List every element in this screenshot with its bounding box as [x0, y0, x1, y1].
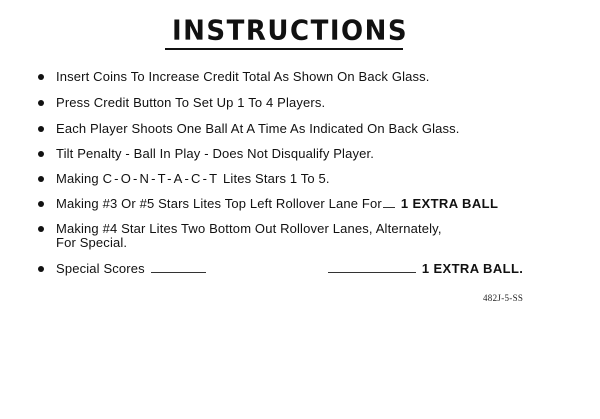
reward-text: 1 EXTRA BALL.: [421, 261, 524, 276]
item-text: Tilt Penalty - Ball In Play - Does Not Disqualify Player.: [56, 146, 375, 161]
item-text-line-2: For Special.: [56, 235, 128, 250]
contact-word: C-O-N-T-A-C-T: [102, 171, 220, 186]
instruction-list: [36, 70, 556, 276]
fill-in-blank: [151, 263, 206, 273]
title-underline: [165, 48, 403, 50]
item-text-suffix: Lites Stars 1 To 5.: [219, 171, 330, 186]
page-title: INSTRUCTIONS: [172, 15, 409, 47]
card-code: 482J-5-SS: [483, 293, 524, 303]
list-item: [36, 197, 556, 211]
bullet-icon: [38, 266, 44, 272]
item-text-prefix: Making: [56, 171, 103, 186]
item-text-line-1: Making #4 Star Lites Two Bottom Out Rollover Lanes, Alternately,: [56, 221, 442, 236]
bullet-icon: [38, 126, 44, 132]
list-item: [36, 96, 556, 110]
bullet-icon: [38, 201, 44, 207]
fill-in-blank: [383, 198, 395, 208]
bullet-icon: [38, 74, 44, 80]
item-text: Press Credit Button To Set Up 1 To 4 Players.: [56, 95, 326, 110]
list-item: [36, 122, 556, 136]
fill-in-blank: [328, 263, 416, 273]
bullet-icon: [38, 226, 44, 232]
list-item: [36, 222, 556, 250]
bullet-icon: [38, 176, 44, 182]
reward-text: 1 EXTRA BALL: [400, 196, 499, 211]
item-text: Insert Coins To Increase Credit Total As Shown On Back Glass.: [56, 69, 430, 84]
list-item: [36, 262, 556, 276]
item-text: Each Player Shoots One Ball At A Time As Indicated On Back Glass.: [56, 121, 460, 136]
list-item: [36, 70, 556, 84]
item-text: Special Scores: [56, 261, 145, 276]
list-item: [36, 147, 556, 161]
list-item: [36, 172, 556, 186]
bullet-icon: [38, 100, 44, 106]
item-text: Making #3 Or #5 Stars Lites Top Left Rollover Lane For: [56, 196, 382, 211]
bullet-icon: [38, 151, 44, 157]
